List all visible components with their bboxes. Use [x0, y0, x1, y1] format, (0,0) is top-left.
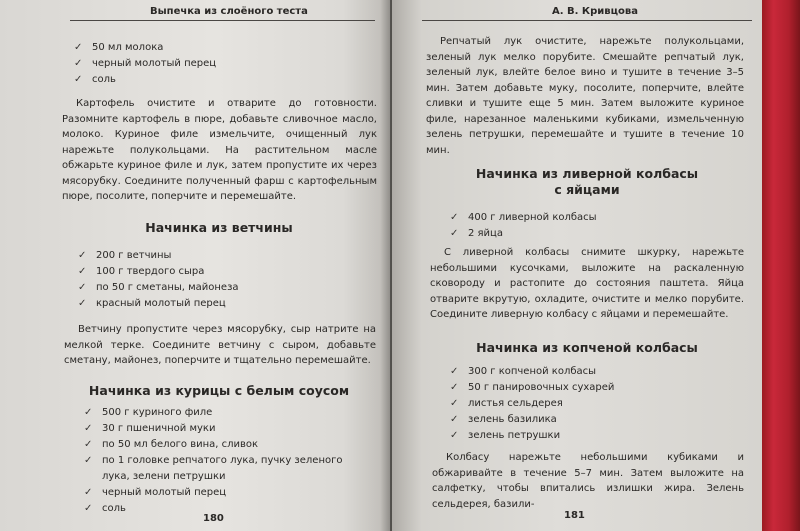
list-item: ✓ 500 г куриного филе	[84, 405, 372, 421]
ham-instructions: Ветчину пропустите через мясорубку, сыр натрите на мелкой терке. Соедините ветчину с сыром, добавьте сметану, майонез, поперчите и тщательно перемешайте.	[64, 324, 376, 366]
heading-ham-filling: Начинка из ветчины	[145, 220, 293, 235]
smoked-sausage-instructions: Колбасу нарежьте небольшими кубиками и обжаривайте в течение 5–7 мин. Затем выложите на салфетку, чтобы впитались излишки жира. Зелень сельдерея, базили-	[432, 452, 744, 510]
checkmark-icon: ✓	[78, 266, 87, 277]
left-top-ingredient-list	[74, 40, 216, 88]
heading-liver-sausage-eggs: Начинка из ливерной колбасы с яйцами	[475, 166, 699, 197]
checkmark-icon: ✓	[78, 298, 87, 309]
left-header-rule	[70, 20, 375, 21]
list-item: ✓ по 1 головке репчатого лука, пучку зеленого лука, зелени петрушки	[84, 455, 343, 482]
left-paragraph-potato: Картофель очистите и отварите до готовности. Разомните картофель в пюре, добавьте сливочное масло, молоко. Куриное филе измельчите, очищенный лук нарежьте полукольцами. На растительном масле обжарьте куриное филе и лук, затем пропустите их через мясорубку. Соедините полученный фарш с картофельным пюре, посолите, поперчите и перемешайте.	[62, 98, 377, 202]
checkmark-icon: ✓	[78, 282, 87, 293]
checkmark-icon: ✓	[74, 74, 83, 85]
left-page-number: 180	[203, 513, 224, 524]
heading-smoked-sausage: Начинка из копченой колбасы	[476, 340, 698, 355]
checkmark-icon: ✓	[450, 212, 459, 223]
left-running-header: Выпечка из слоёного теста	[150, 6, 308, 17]
list-item: ✓ красный молотый перец	[78, 296, 239, 312]
checkmark-icon: ✓	[84, 503, 93, 514]
list-item: ✓ 300 г копченой колбасы	[450, 364, 614, 380]
checkmark-icon: ✓	[450, 228, 459, 239]
list-item: ✓ по 50 мл белого вина, сливок	[84, 437, 372, 453]
right-page-number: 181	[564, 510, 585, 521]
ham-ingredient-list	[78, 248, 239, 312]
list-item: ✓ зелень петрушки	[450, 428, 614, 444]
right-paragraph-sauce: Репчатый лук очистите, нарежьте полукольцами, зеленый лук мелко порубите. Смешайте репчатый лук, зеленый лук, влейте белое вино и тушите в течение 3–5 мин. Затем добавьте муку, посолите, поперчите, влейте сливки и тушите еще 5 мин. Затем выложите куриное филе, нарезанное маленькими кубиками, измельченную зелень петрушки, перемешайте и тушите в течение 10 мин.	[426, 36, 744, 156]
checkmark-icon: ✓	[450, 382, 459, 393]
left-page	[0, 0, 390, 531]
checkmark-icon: ✓	[84, 407, 93, 418]
list-item: ✓ 50 мл молока	[74, 40, 216, 56]
list-item: ✓ соль	[84, 501, 372, 517]
list-item: ✓ соль	[74, 72, 216, 88]
right-header-rule	[422, 20, 752, 21]
list-item: ✓ 400 г ливерной колбасы	[450, 210, 597, 226]
list-item: ✓ листья сельдерея	[450, 396, 614, 412]
right-page	[392, 0, 762, 531]
checkmark-icon: ✓	[84, 439, 93, 450]
list-item: ✓ черный молотый перец	[74, 56, 216, 72]
list-item: ✓ черный молотый перец	[84, 485, 372, 501]
checkmark-icon: ✓	[74, 58, 83, 69]
list-item: ✓ 100 г твердого сыра	[78, 264, 239, 280]
list-item: ✓ 2 яйца	[450, 226, 597, 242]
checkmark-icon: ✓	[84, 423, 93, 434]
list-item: ✓ 50 г панировочных сухарей	[450, 380, 614, 396]
list-item: ✓ зелень базилика	[450, 412, 614, 428]
right-running-header: А. В. Кривцова	[552, 6, 638, 17]
checkmark-icon: ✓	[78, 250, 87, 261]
checkmark-icon: ✓	[450, 398, 459, 409]
heading-chicken-white-sauce: Начинка из курицы с белым соусом	[88, 383, 350, 398]
checkmark-icon: ✓	[450, 430, 459, 441]
chicken-ingredient-list	[84, 405, 372, 517]
list-item: ✓ по 50 г сметаны, майонеза	[78, 280, 239, 296]
checkmark-icon: ✓	[84, 455, 93, 466]
checkmark-icon: ✓	[74, 42, 83, 53]
checkmark-icon: ✓	[450, 366, 459, 377]
book-cover-edge	[762, 0, 800, 531]
list-item: ✓ 200 г ветчины	[78, 248, 239, 264]
list-item: ✓ 30 г пшеничной муки	[84, 421, 372, 437]
smoked-sausage-ingredient-list	[450, 364, 614, 444]
liver-ingredient-list	[450, 210, 597, 242]
liver-instructions: С ливерной колбасы снимите шкурку, нарежьте небольшими кусочками, выложите на раскаленную сковороду и растопите до состояния паштета. Яйца отварите вкрутую, охладите, очистите и мелко порубите. Соедините ливерную колбасу с яйцами и перемешайте.	[430, 247, 744, 320]
checkmark-icon: ✓	[84, 487, 93, 498]
checkmark-icon: ✓	[450, 414, 459, 425]
